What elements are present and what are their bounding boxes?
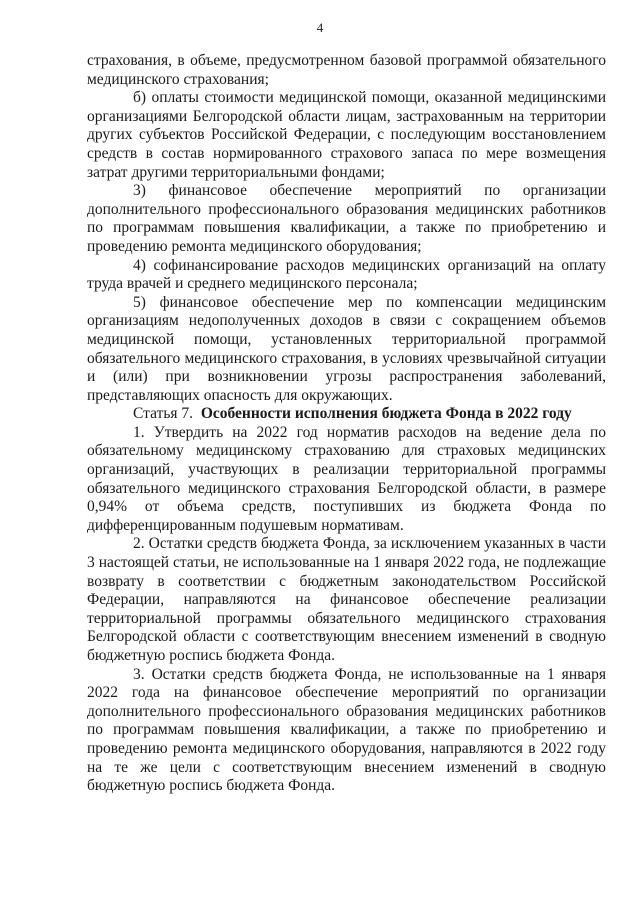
article-title: Особенности исполнения бюджета Фонда в 2022 году — [200, 405, 572, 423]
article-label: Статья 7. — [133, 405, 194, 423]
article-paragraph-1: 1. Утвердить на 2022 год норматив расходов на ведение дела по обязательному медицинскому страхованию для страховых медицинских организаций, участвующих в реализации территориальной программы обязательного медицинского страхования Белгородской области, в размере 0,94% от объема средств, поступивших из бюджета Фонда по дифференцированным подушевым нормативам. — [87, 423, 606, 534]
paragraph-continuation: страхования, в объеме, предусмотренном базовой программой обязательного медицинского страхования; — [87, 52, 606, 88]
article-heading — [87, 405, 606, 424]
paragraph-item-b: б) оплаты стоимости медицинской помощи, оказанной медицинскими организациями Белгородской области лицам, застрахованным на территории других субъектов Российской Федерации, с последующим восстановлением средств в состав нормированного страхового запаса по мере возмещения затрат другими территориальными фондами; — [87, 89, 606, 181]
article-paragraph-2: 2. Остатки средств бюджета Фонда, за исключением указанных в части 3 настоящей статьи, не использованные на 1 января 2022 года, не подлежащие возврату в соответствии с бюджетным законодательством Российской Федерации, направляются на финансовое обеспечение реализации территориальной программы обязательного медицинского страхования Белгородской области с соответствующим внесением изменений в сводную бюджетную роспись бюджета Фонда. — [87, 535, 606, 664]
paragraph-item-3: 3) финансовое обеспечение мероприятий по организации дополнительного профессионального образования медицинских работников по программам повышения квалификации, а также по приобретению и проведению ремонта медицинского оборудования; — [87, 182, 606, 255]
paragraph-item-5: 5) финансовое обеспечение мер по компенсации медицинским организациям недополученных доходов в связи с сокращением объемов медицинской помощи, установленных территориальной программой обязательного медицинского страхования, в условиях чрезвычайной ситуации и (или) при возникновении угрозы распространения заболеваний, представляющих опасность для окружающих. — [87, 293, 606, 404]
page-number: 4 — [316, 20, 324, 35]
document-body — [87, 52, 606, 796]
paragraph-item-4: 4) софинансирование расходов медицинских организаций на оплату труда врачей и среднего медицинского персонала; — [87, 256, 606, 293]
article-paragraph-3: 3. Остатки средств бюджета Фонда, не использованные на 1 января 2022 года на финансовое обеспечение мероприятий по организации дополнительного профессионального образования медицинских работников по программам повышения квалификации, а также по приобретению и проведению ремонта медицинского оборудования, направляются в 2022 году на те же цели с соответствующим внесением изменений в сводную бюджетную роспись бюджета Фонда. — [87, 665, 606, 795]
